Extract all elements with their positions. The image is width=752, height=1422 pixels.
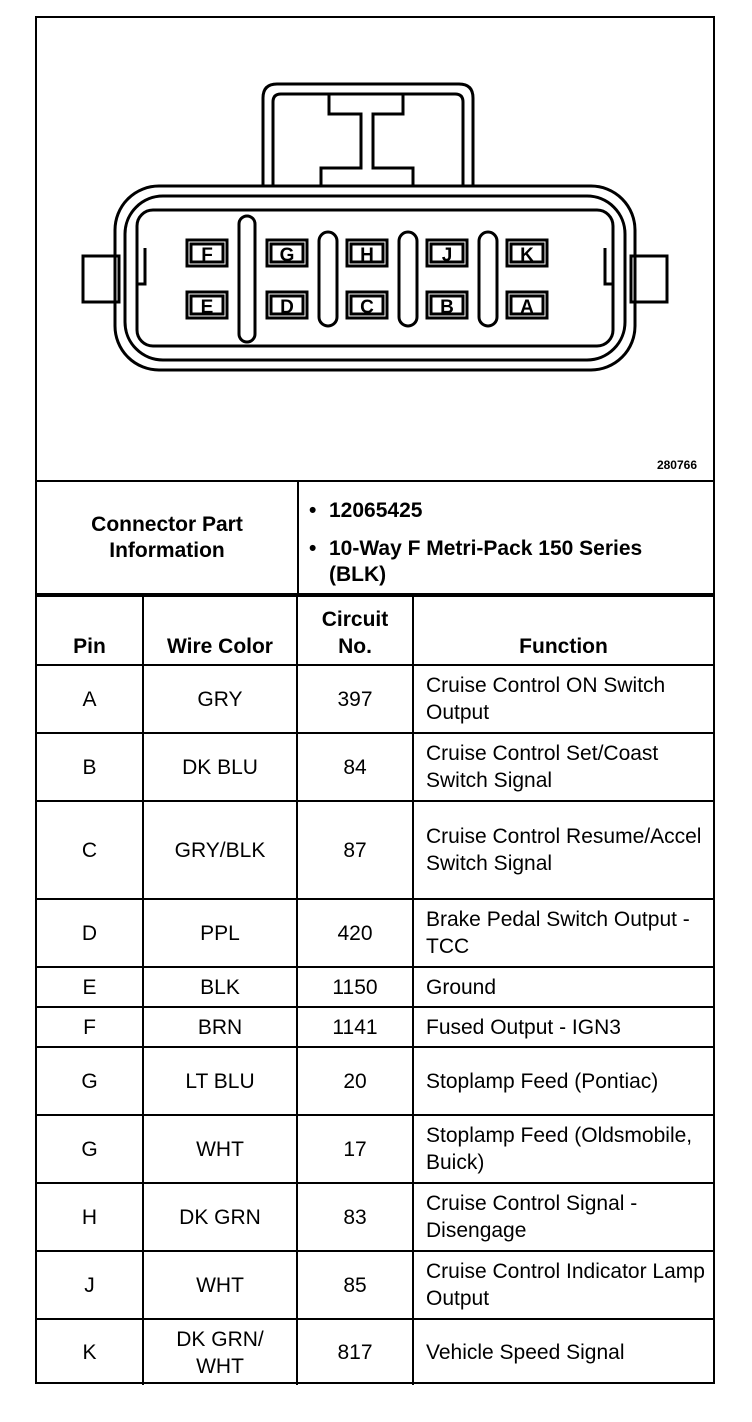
table-row [37,967,713,1007]
connector-info-label: Connector Part Information [37,482,299,593]
pin-cell: E [37,967,143,1007]
part-number: • 12065425 [299,498,699,524]
function-cell: Cruise Control Signal - Disengage [413,1183,713,1251]
pin-label-bottom: C [360,297,374,318]
table-row [37,1047,713,1115]
header-circuit: Circuit No. [297,596,413,665]
function-cell: Cruise Control Resume/Accel Switch Signal [413,801,713,899]
pin-label-bottom: E [200,297,214,318]
connector-document [35,16,715,1384]
connector-info-list [299,498,699,600]
wire-color-cell: DK GRN/ WHT [143,1319,297,1385]
circuit-cell: 87 [297,801,413,899]
pin-label-top: G [279,245,295,266]
pin-label-top: J [441,245,453,266]
wire-color-cell: DK BLU [143,733,297,801]
pin-label-bottom: A [520,297,534,318]
function-cell: Cruise Control ON Switch Output [413,665,713,733]
table-row [37,1251,713,1319]
pin-cell: G [37,1115,143,1183]
table-row [37,733,713,801]
pin-label-bottom: B [440,297,454,318]
wire-color-cell: LT BLU [143,1047,297,1115]
function-cell: Stoplamp Feed (Oldsmobile, Buick) [413,1115,713,1183]
table-row [37,801,713,899]
header-wire-color: Wire Color [143,596,297,665]
wire-color-cell: PPL [143,899,297,967]
pin-label-top: H [360,245,374,266]
pin-cell: D [37,899,143,967]
pin-cell: H [37,1183,143,1251]
function-cell: Ground [413,967,713,1007]
wire-color-cell: WHT [143,1115,297,1183]
circuit-cell: 84 [297,733,413,801]
pin-cell: A [37,665,143,733]
pin-cell: F [37,1007,143,1047]
figure-number: 280766 [656,458,697,472]
table-row [37,1007,713,1047]
wire-color-cell: BLK [143,967,297,1007]
function-cell: Cruise Control Indicator Lamp Output [413,1251,713,1319]
circuit-cell: 85 [297,1251,413,1319]
table-row [37,899,713,967]
pin-cell: C [37,801,143,899]
pin-cell: G [37,1047,143,1115]
circuit-cell: 20 [297,1047,413,1115]
table-row [37,1183,713,1251]
connector-part-info [37,482,713,595]
circuit-cell: 1150 [297,967,413,1007]
table-row [37,665,713,733]
function-cell: Cruise Control Set/Coast Switch Signal [413,733,713,801]
header-pin: Pin [37,596,143,665]
wire-color-cell: BRN [143,1007,297,1047]
pinout-table [37,595,713,1385]
circuit-cell: 397 [297,665,413,733]
circuit-cell: 1141 [297,1007,413,1047]
header-function: Function [413,596,713,665]
function-cell: Fused Output - IGN3 [413,1007,713,1047]
circuit-cell: 17 [297,1115,413,1183]
pin-label-top: F [201,245,213,266]
connector-diagram [37,18,713,482]
function-cell: Brake Pedal Switch Output - TCC [413,899,713,967]
circuit-cell: 817 [297,1319,413,1385]
table-row [37,1319,713,1385]
table-header-row [37,596,713,665]
wire-color-cell: GRY/BLK [143,801,297,899]
circuit-cell: 420 [297,899,413,967]
wire-color-cell: WHT [143,1251,297,1319]
pin-cell: K [37,1319,143,1385]
circuit-cell: 83 [297,1183,413,1251]
pin-label-bottom: D [280,297,294,318]
pin-cell: B [37,733,143,801]
pin-label-top: K [520,245,534,266]
pin-cavities [187,240,547,318]
function-cell: Vehicle Speed Signal [413,1319,713,1385]
function-cell: Stoplamp Feed (Pontiac) [413,1047,713,1115]
wire-color-cell: GRY [143,665,297,733]
connector-description: • 10-Way F Metri-Pack 150 Series (BLK) [299,536,699,588]
pin-cell: J [37,1251,143,1319]
connector-face-drawing [37,18,713,480]
table-row [37,1115,713,1183]
wire-color-cell: DK GRN [143,1183,297,1251]
